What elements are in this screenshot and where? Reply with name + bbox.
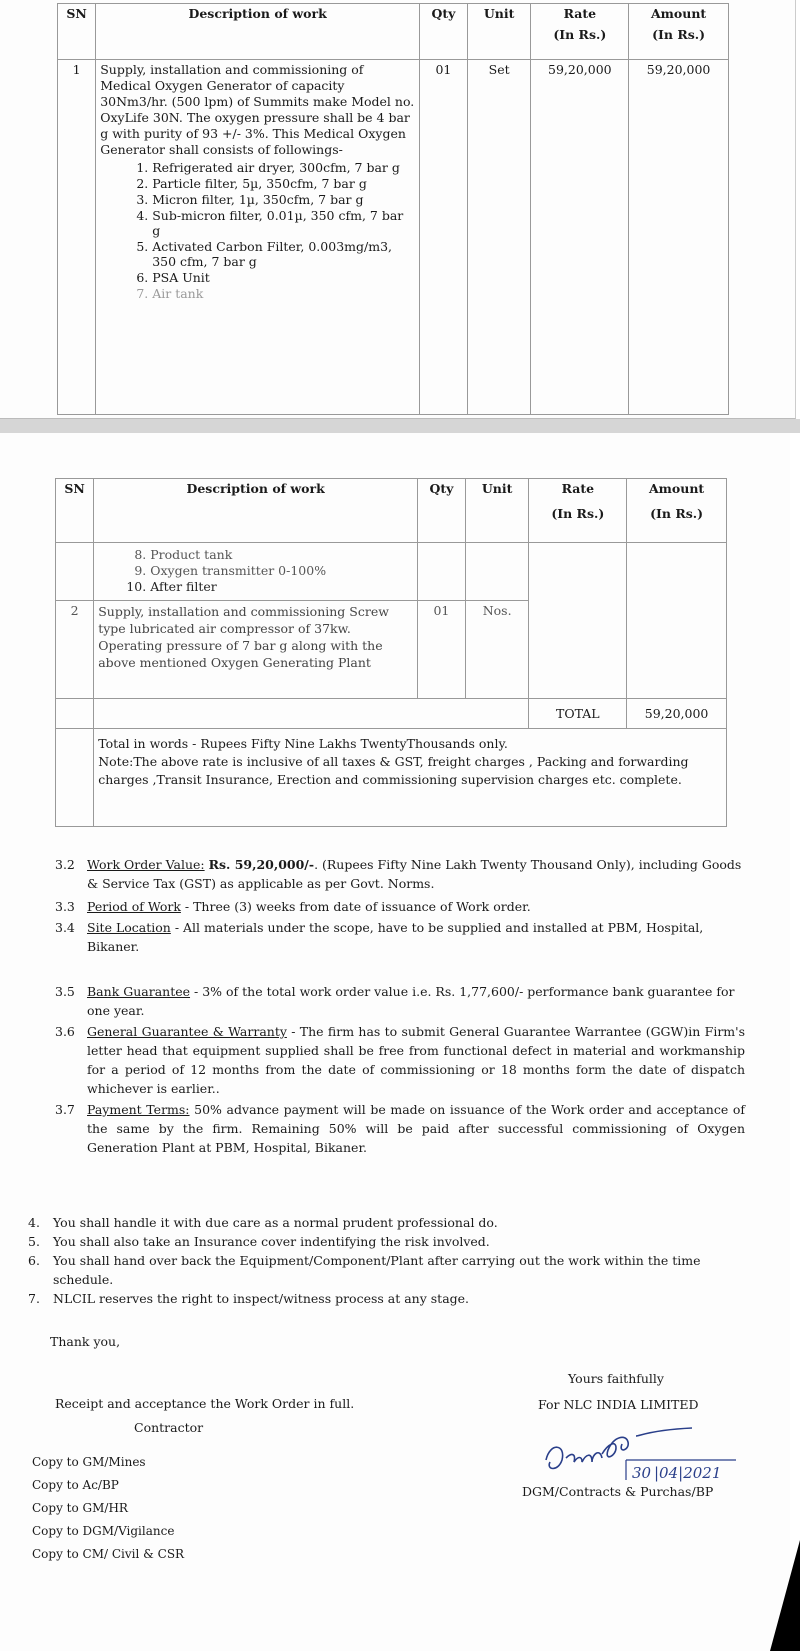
header-sn: SN	[58, 4, 96, 60]
clause-3-3: 3.3 Period of Work - Three (3) weeks from date of issuance of Work order.	[55, 899, 531, 914]
component-item: 1. Refrigerated air dryer, 300cfm, 7 bar g	[152, 160, 415, 175]
point-7: 7. NLCIL reserves the right to inspect/witness process at any stage.	[28, 1291, 470, 1306]
component-item: 3. Micron filter, 1µ, 350cfm, 7 bar g	[152, 192, 415, 207]
signature-image	[540, 1420, 740, 1490]
item-2-sn: 2	[56, 601, 94, 699]
point-6: 6. You shall hand over back the Equipment/Component/Plant after carrying out the work within the time schedule.	[28, 1253, 701, 1287]
header-amount: Amount (In Rs.)	[629, 4, 729, 60]
header-rate: Rate (In Rs.)	[531, 4, 629, 60]
point-4: 4. You shall handle it with due care as a normal prudent professional do.	[28, 1215, 498, 1230]
header-unit: Unit	[465, 479, 529, 543]
page-1-fragment	[0, 0, 796, 419]
component-item: 2. Particle filter, 5µ, 350cfm, 7 bar g	[152, 176, 415, 191]
page-corner-shadow	[760, 1540, 800, 1651]
contractor-label: Contractor	[134, 1420, 204, 1435]
item-1-unit: Set	[467, 60, 531, 415]
receipt-acceptance: Receipt and acceptance the Work Order in full.	[55, 1396, 355, 1411]
item-1-rate: 59,20,000	[531, 60, 629, 415]
item-1-sn: 1	[58, 60, 96, 415]
header-description: Description of work	[96, 4, 420, 60]
for-company: For NLC INDIA LIMITED	[538, 1397, 699, 1412]
header-amount: Amount (In Rs.)	[627, 479, 727, 543]
copy-to-item: Copy to GM/HR	[32, 1501, 128, 1515]
total-label: TOTAL	[529, 699, 627, 729]
total-in-words: Total in words - Rupees Fifty Nine Lakhs TwentyThousands only.	[98, 736, 508, 751]
header-qty: Qty	[420, 4, 468, 60]
copy-to-item: Copy to GM/Mines	[32, 1455, 146, 1469]
item-2-description: Supply, installation and commissioning Screw type lubricated air compressor of 37kw. Operating pressure of 7 bar g along with the above mentioned Oxygen Generating Plant	[94, 601, 418, 699]
svg-text:|04|2021: |04|2021	[654, 1464, 722, 1482]
component-item: 4. Sub-micron filter, 0.01µ, 350 cfm, 7 bar g	[152, 208, 415, 238]
header-sn: SN	[56, 479, 94, 543]
svg-text:30: 30	[632, 1464, 652, 1482]
copy-to-item: Copy to DGM/Vigilance	[32, 1524, 175, 1538]
total-value: 59,20,000	[627, 699, 727, 729]
header-rate: Rate (In Rs.)	[529, 479, 627, 543]
signatory-title: DGM/Contracts & Purchas/BP	[522, 1484, 714, 1499]
component-item: 6. PSA Unit	[152, 270, 415, 285]
point-5: 5. You shall also take an Insurance cover indentifying the risk involved.	[28, 1234, 490, 1249]
item-1-continued	[94, 543, 418, 601]
component-item: 7. Air tank	[152, 286, 415, 301]
item-2-qty: 01	[418, 601, 466, 699]
numbered-points	[28, 1213, 748, 1308]
yours-faithfully: Yours faithfully	[568, 1371, 664, 1386]
component-item: 8. Product tank	[150, 547, 413, 562]
clause-3-6: 3.6 General Guarantee & Warranty - The firm has to submit General Guarantee Warrantee (GGW)in Firm's letter head that equipment supplied shall be free from functional defect in material and workmanship for a period of 12 months from the date of commissioning or 18 months form the date of dispatch whichever is earlier..	[55, 1024, 745, 1096]
work-table-page-1	[57, 3, 729, 415]
component-item: 5. Activated Carbon Filter, 0.003mg/m3, 350 cfm, 7 bar g	[152, 239, 415, 269]
component-item: 10. After filter	[150, 579, 413, 594]
page-gap	[0, 419, 800, 433]
item-1-qty: 01	[420, 60, 468, 415]
item-1-description	[96, 60, 420, 415]
item-1-intro: Supply, installation and commissioning of Medical Oxygen Generator of capacity 30Nm3/hr. (500 lpm) of Summits make Model no. OxyLife 30N. The oxygen pressure shall be 4 bar g with purity of 93 +/- 3%. This Medical Oxygen Generator shall consists of followings-	[100, 62, 415, 157]
component-list-continued	[98, 547, 413, 594]
item-1-amount: 59,20,000	[629, 60, 729, 415]
clause-3-2: 3.2 Work Order Value: Rs. 59,20,000/-. (Rupees Fifty Nine Lakh Twenty Thousand Only), including Goods & Service Tax (GST) as applicable as per Govt. Norms.	[55, 857, 742, 891]
clause-3-7: 3.7 Payment Terms: 50% advance payment will be made on issuance of the Work order and acceptance of the same by the firm. Remaining 50% will be paid after successful commissioning of Oxygen Generation Plant at PBM, Hospital, Bikaner.	[55, 1102, 745, 1155]
copy-to-item: Copy to Ac/BP	[32, 1478, 119, 1492]
clause-3-5: 3.5 Bank Guarantee - 3% of the total work order value i.e. Rs. 1,77,600/- performance bank guarantee for one year.	[55, 984, 735, 1018]
clause-3-4: 3.4 Site Location - All materials under the scope, have to be supplied and installed at PBM, Hospital, Bikaner.	[55, 920, 704, 954]
work-table-page-2	[55, 478, 727, 827]
header-description: Description of work	[94, 479, 418, 543]
item-2-unit: Nos.	[465, 601, 529, 699]
rate-note: Note:The above rate is inclusive of all taxes & GST, freight charges , Packing and forwarding charges ,Transit Insurance, Erection and commissioning supervision charges etc. complete.	[98, 754, 689, 787]
copy-to-item: Copy to CM/ Civil & CSR	[32, 1547, 185, 1561]
totals-note-cell	[94, 729, 727, 827]
component-item: 9. Oxygen transmitter 0-100%	[150, 563, 413, 578]
component-list	[100, 160, 415, 301]
header-unit: Unit	[467, 4, 531, 60]
thank-you: Thank you,	[50, 1334, 121, 1349]
header-qty: Qty	[418, 479, 466, 543]
clauses	[55, 855, 745, 1159]
